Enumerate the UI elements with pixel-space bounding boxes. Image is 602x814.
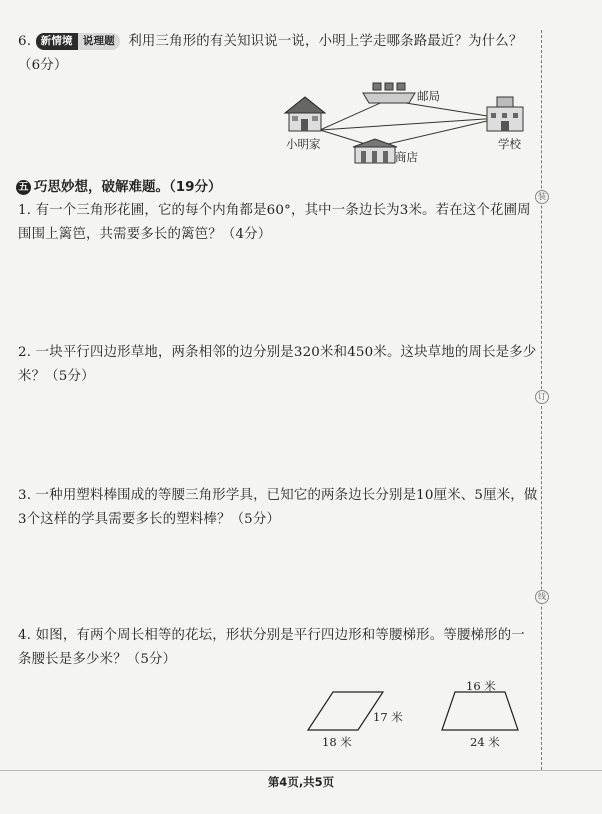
binding-marker: 线 bbox=[535, 590, 549, 604]
problem-3: 3. 一种用塑料棒围成的等腰三角形学具，已知它的两条边长分别是10厘米、5厘米，做3个这样的学具需要多长的塑料棒？（5分） bbox=[18, 488, 538, 527]
parallelogram-base-label: 18 米 bbox=[322, 735, 352, 749]
problem-1: 1. 有一个三角形花圃，它的每个内角都是60°，其中一条边长为3米。若在这个花圃周围围上篱笆，共需要多长的篱笆？（4分） bbox=[18, 203, 531, 242]
post-office-label: 邮局 bbox=[417, 89, 440, 103]
binding-marker: 装 bbox=[535, 190, 549, 204]
new-situation-tag: 新情境 bbox=[36, 33, 78, 50]
problem-4: 4. 如图，有两个周长相等的花坛，形状分别是平行四边形和等腰梯形。等腰梯形的一条腰长是多少米？（5分） bbox=[18, 628, 525, 667]
question-text: 利用三角形的有关知识说一说，小明上学走哪条路最近？为什么？（6分） bbox=[18, 34, 523, 73]
section-number: 五 bbox=[16, 180, 31, 195]
school-label: 学校 bbox=[498, 137, 521, 151]
trapezoid-top-label: 16 米 bbox=[466, 679, 496, 693]
house-icon bbox=[285, 97, 325, 131]
school-icon bbox=[487, 97, 523, 131]
trapezoid-shape bbox=[442, 692, 518, 730]
question-6 bbox=[18, 30, 538, 78]
post-office-icon bbox=[363, 83, 415, 103]
reasoning-tag: 说理题 bbox=[78, 33, 120, 50]
binding-marker: 订 bbox=[535, 390, 549, 404]
section-title: 巧思妙想，破解难题。（19分） bbox=[34, 179, 222, 195]
footer-divider bbox=[0, 770, 602, 771]
question-number: 6. bbox=[18, 34, 32, 49]
parallelogram-side-label: 17 米 bbox=[373, 710, 403, 724]
parallelogram-shape bbox=[308, 692, 383, 730]
home-label: 小明家 bbox=[286, 137, 321, 151]
trapezoid-bottom-label: 24 米 bbox=[470, 735, 500, 749]
shop-label: 商店 bbox=[395, 150, 418, 164]
section-heading bbox=[16, 175, 222, 195]
page-footer: 第4页,共5页 bbox=[267, 775, 335, 789]
problem-2: 2. 一块平行四边形草地，两条相邻的边分别是320米和450米。这块草地的周长是多少米？（5分） bbox=[18, 345, 537, 384]
